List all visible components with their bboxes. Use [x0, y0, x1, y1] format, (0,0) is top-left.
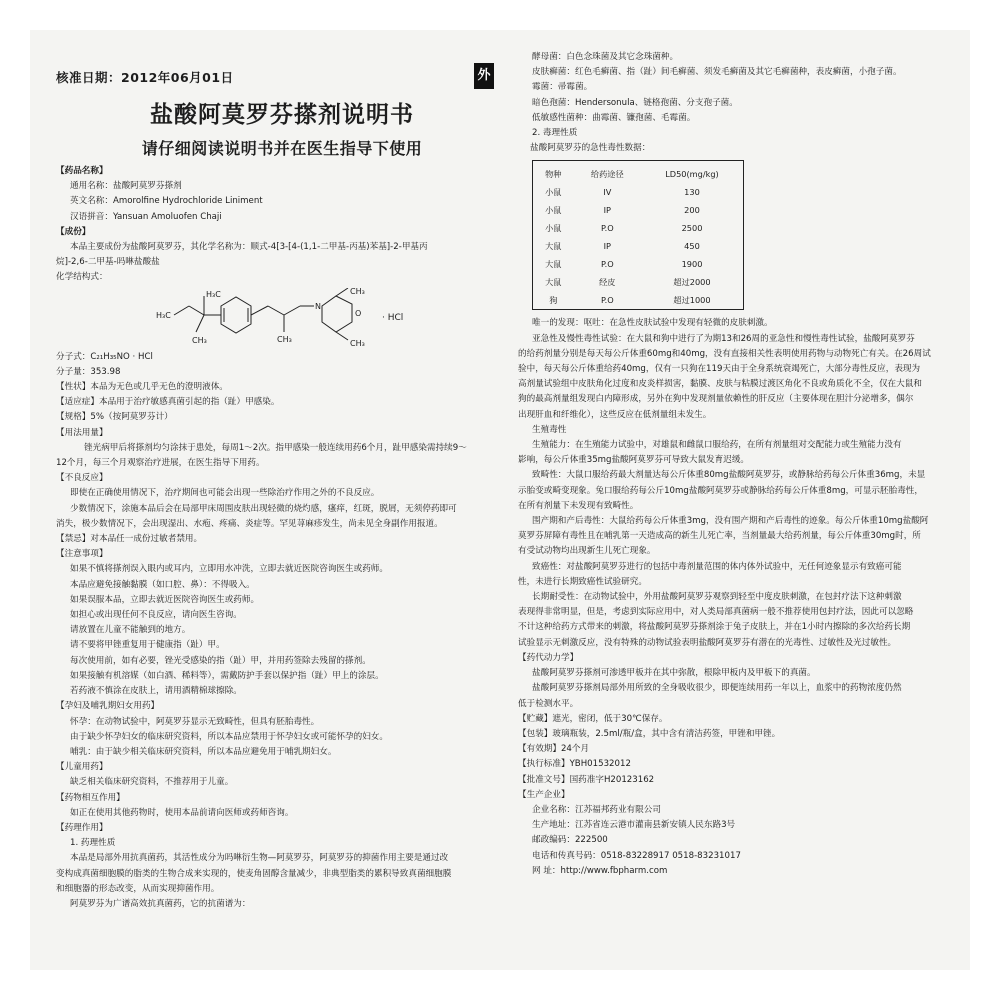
text-line: 【成份】	[56, 226, 91, 237]
text-line: 即使在正确使用情况下，治疗期间也可能会出现一些除治疗作用之外的不良反应。	[70, 488, 380, 499]
table-cell: 450	[684, 241, 700, 252]
toxicity-table-body	[533, 183, 744, 310]
right-text-block-b	[518, 316, 958, 879]
text-line: 皮肤癣菌：红色毛癣菌、指（趾）间毛癣菌、须发毛癣菌及其它毛癣菌种，表皮癣菌，小孢子菌。	[532, 67, 902, 78]
text-line: 如正在使用其他药物时，使用本品前请向医师或药师咨询。	[70, 807, 294, 818]
text-line: 烷]-2,6-二甲基-吗啉盐酸盐	[56, 257, 160, 268]
text-line: 【包装】玻璃瓶装，2.5ml/瓶/盒，其中含有清洁药签，甲锉和甲锉。	[518, 728, 781, 739]
right-body	[518, 50, 958, 879]
text-line: 验中，每天每公斤体重给药40mg，仅有一只狗在119天由于全身系统衰竭死亡，大部分毒性反应，表现为	[518, 364, 921, 375]
text-line: 【禁忌】对本品任一成份过敏者禁用。	[56, 534, 203, 545]
text-line: 狗的最高剂量组发现白内障形成，另外在狗中发现剂量依赖性的肝反应（主要体现在胆汁分泌增多，偶尔	[518, 394, 914, 405]
text-line: 【适应症】本品用于治疗敏感真菌引起的指（趾）甲感染。	[56, 397, 280, 408]
text-line: 低敏感性菌种：曲霉菌、镰孢菌、毛霉菌。	[532, 112, 696, 123]
text-line: 有受试动物均出现新生儿死亡现象。	[518, 546, 656, 557]
text-line: 哺乳：由于缺少相关临床研究资料，所以本品应避免用于哺乳期妇女。	[70, 746, 337, 757]
oxygen-atom-label: O	[355, 308, 362, 318]
text-line: 亚急性及慢性毒性试验：在大鼠和狗中进行了为期13和26周的亚急性和慢性毒性试验，盐酸阿莫罗芬	[532, 333, 915, 344]
table-cell: 小鼠	[545, 186, 562, 197]
h3c-top-label: H₃C	[206, 289, 221, 299]
text-line: 影响，每公斤体重35mg盐酸阿莫罗芬可导致大鼠发育迟缓。	[518, 455, 750, 466]
ch3-bottom-label: CH₃	[192, 335, 207, 345]
table-cell: IV	[603, 187, 612, 198]
table-cell: 小鼠	[545, 222, 562, 233]
text-line: 长期耐受性：在动物试验中，外用盐酸阿莫罗芬观察到轻至中度皮肤刺激，在包封疗法下这种刺激	[532, 592, 902, 603]
text-line: 若药液不慎涂在皮肤上，请用酒精棉球擦除。	[70, 686, 242, 697]
chemical-structure	[56, 288, 508, 346]
text-line: 表现得非常明显，但是，考虑到实际应用中，对人类局部真菌病一般不推荐使用包封疗法，因此可以忽略	[518, 607, 914, 618]
text-line: 12个月，每三个月观察治疗进展，在医生指导下用药。	[56, 458, 265, 469]
text-line: 分子量：353.98	[56, 366, 121, 377]
text-line: 【批准文号】国药准字H20123162	[518, 774, 655, 785]
text-line: 2. 毒理性质	[532, 128, 578, 139]
approval-date: 核准日期：2012年06月01日	[56, 70, 234, 85]
text-line: 【性状】本品为无色或几乎无色的澄明液体。	[56, 382, 228, 393]
text-line: 分子式：C₂₁H₃₅NO · HCl	[56, 351, 153, 362]
text-line: 高剂量试验组中皮肤角化过度和皮炎样损害，黏膜、皮肤与粘膜过渡区角化不良或角质化不全，仅在大鼠和	[518, 379, 922, 390]
text-line: 唯一的发现：呕吐：在急性皮肤试验中发现有轻微的皮肤刺激。	[532, 318, 773, 329]
text-line: 企业名称：江苏福邦药业有限公司	[532, 804, 661, 815]
text-line: 本品应避免接触黏膜（如口腔、鼻）：不得吸入。	[70, 579, 255, 590]
text-line: 变构成真菌细胞膜的脂类的生物合成来实现的，使麦角固醇含量减少，非典型脂类的累积导致真菌细胞膜	[56, 868, 452, 879]
text-line: 生殖毒性	[532, 424, 567, 435]
text-line: 英文名称：Amorolfine Hydrochloride Liniment	[70, 196, 263, 207]
text-line: 少数情况下，涂施本品后会在局部甲床周围皮肤出现轻微的烧灼感，瘙痒，红斑，脱屑，无须停药即可	[70, 503, 457, 514]
text-line: 如果不慎将搽剂误入眼内或耳内，立即用水冲洗，立即去就近医院咨询医生或药师。	[70, 564, 388, 575]
text-line: 霉菌：帚霉菌。	[532, 82, 593, 93]
text-line: 【生产企业】	[518, 789, 570, 800]
table-row	[533, 273, 744, 291]
text-line: 不计这种给药方式带来的刺激，将盐酸阿莫罗芬搽剂涂于兔子皮肤上，并在1小时内擦除的多次给药长期	[518, 622, 911, 633]
text-line: 的给药剂量分别是每天每公斤体重60mg和40mg，没有直接相关性表明使用药物与动物死亡有关。在26周试	[518, 348, 931, 359]
text-line: 请放置在儿童不能触到的地方。	[70, 625, 191, 636]
text-line: 【孕妇及哺乳期妇女用药】	[56, 701, 160, 712]
table-cell: IP	[603, 205, 611, 216]
table-cell: 狗	[549, 294, 558, 305]
text-line: 电话和传真号码：0518-83228917 0518-83231017	[532, 850, 741, 861]
table-row	[533, 183, 744, 201]
table-cell: 经皮	[599, 276, 616, 287]
table-cell: 130	[684, 187, 700, 198]
text-line: 如担心或出现任何不良反应，请向医生咨询。	[70, 610, 242, 621]
table-cell: 200	[684, 205, 700, 216]
table-row	[533, 201, 744, 219]
text-line: 试验显示无刺激反应，没有特殊的动物试验表明盐酸阿莫罗芬有潜在的光毒性、过敏性及光过敏性。	[518, 637, 897, 648]
table-cell: P.O	[600, 223, 614, 234]
text-line: 【药代动力学】	[518, 652, 579, 663]
text-line: 【药物相互作用】	[56, 792, 125, 803]
text-line: 锉光病甲后将搽剂均匀涂抹于患处，每周1～2次。指甲感染一般连续用药6个月，趾甲感染需持续9～	[84, 442, 467, 453]
text-line: 汉语拼音：Yansuan Amoluofen Chaji	[70, 211, 222, 222]
table-cell: P.O	[600, 259, 614, 270]
text-line: 示胎变或畸变现象。兔口服给药每公斤10mg盐酸阿莫罗芬或静脉给药每公斤体重8mg，可显示胚胎毒性，	[518, 485, 923, 496]
h3c-left-label: H₃C	[156, 310, 171, 320]
left-text-block-a	[56, 164, 508, 286]
text-line: 如果误服本品，立即去就近医院咨询医生或药师。	[70, 594, 260, 605]
text-line: 由于缺少怀孕妇女的临床研究资料，所以本品应禁用于怀孕妇女或可能怀孕的妇女。	[70, 731, 388, 742]
text-line: 在所有剂量下未发现有致畸性。	[518, 500, 639, 511]
table-cell: 2500	[681, 223, 703, 234]
text-line: 暗色孢菌：Hendersonula、链格孢菌、分支孢子菌。	[532, 97, 738, 108]
ch3-mid-label: CH₃	[277, 334, 292, 344]
text-line: 【有效期】24个月	[518, 744, 590, 755]
text-line: 围产期和产后毒性：大鼠给药每公斤体重3mg，没有围产期和产后毒性的迹象。每公斤体重10mg盐酸阿	[532, 516, 929, 527]
text-line: 【不良反应】	[56, 473, 108, 484]
text-line: 如果接触有机溶媒（如白酒、稀料等），需戴防护手套以保护指（趾）甲上的涂层。	[70, 670, 384, 681]
text-line: 【儿童用药】	[56, 762, 108, 773]
toxicity-header-species: 物种	[545, 168, 562, 179]
ch3-ring-top-label: CH₃	[350, 287, 365, 296]
text-line: 本品是局部外用抗真菌药，其活性成分为吗啉衍生物—阿莫罗芬，阿莫罗芬的抑菌作用主要是通过改	[70, 853, 449, 864]
hcl-label: · HCl	[382, 312, 404, 323]
right-text-block-a	[518, 50, 958, 141]
text-line: 【药理作用】	[56, 822, 108, 833]
chemical-structure-diagram	[56, 288, 508, 346]
text-line: 盐酸阿莫罗芬搽剂可渗透甲板并在其中弥散，根除甲板内及甲板下的真菌。	[532, 668, 816, 679]
right-column	[518, 30, 958, 970]
table-cell: P.O	[600, 295, 614, 306]
text-line: 和细胞器的形态改变，从而实现抑菌作用。	[56, 883, 220, 894]
text-line: 通用名称：盐酸阿莫罗芬搽剂	[70, 181, 182, 192]
acute-toxicity-table	[532, 160, 744, 310]
text-line: 1. 药理性质	[70, 838, 116, 849]
table-cell: IP	[603, 241, 611, 252]
text-line: 盐酸阿莫罗芬搽剂局部外用所致的全身吸收很少，即便连续用药一年以上，血浆中的药物浓度仍然	[532, 683, 902, 694]
text-line: 邮政编码：222500	[532, 835, 608, 846]
text-line: 化学结构式：	[56, 272, 108, 283]
toxicity-header-ld50: LD50(mg/kg)	[665, 169, 719, 180]
text-line: 出现肝血和纤维化），这些反应在低剂量组未发生。	[518, 409, 712, 420]
table-cell: 大鼠	[545, 240, 562, 251]
table-row	[533, 255, 744, 273]
text-line: 致畸性：大鼠口服给药最大剂量达每公斤体重80mg盐酸阿莫罗芬，或静脉给药每公斤体重36mg，未显	[532, 470, 926, 481]
text-line: 酵母菌：白色念珠菌及其它念珠菌种。	[532, 52, 679, 62]
text-line: 性，未进行长期致癌性试验研究。	[518, 576, 647, 587]
table-cell: 超过2000	[673, 276, 711, 287]
text-line: 请不要将甲锉重复用于健康指（趾）甲。	[70, 640, 225, 651]
text-line: 缺乏相关临床研究资料，不推荐用于儿童。	[70, 777, 234, 788]
text-line: 【贮藏】遮光，密闭，低于30℃保存。	[518, 713, 668, 724]
table-cell: 1900	[681, 259, 703, 270]
table-cell: 大鼠	[545, 276, 562, 287]
left-text-block-b	[56, 350, 508, 913]
left-body	[56, 164, 508, 912]
text-line: 网 址：http://www.fbpharm.com	[532, 865, 668, 876]
leaflet-sheet	[30, 30, 970, 970]
text-line: 【药品名称】	[56, 166, 108, 176]
text-line: 生殖能力：在生殖能力试验中，对雄鼠和雌鼠口服给药，在所有剂量组对交配能力或生殖能力没有	[532, 440, 902, 451]
text-line: 怀孕：在动物试验中，阿莫罗芬显示无致畸性，但具有胚胎毒性。	[70, 716, 320, 727]
document-subtitle: 请仔细阅读说明书并在医生指导下使用	[141, 139, 423, 158]
table-row	[533, 291, 744, 310]
toxicity-intro: 盐酸阿莫罗芬的急性毒性数据：	[530, 143, 651, 154]
text-line: 每次使用前，如有必要，锉光受感染的指（趾）甲，并用药签除去残留的搽剂。	[70, 655, 371, 666]
left-column	[56, 30, 508, 970]
text-line: 生产地址：江苏省连云港市灌南县新安镇人民东路3号	[532, 820, 736, 831]
nitrogen-atom-label: N	[315, 301, 321, 311]
text-line: 【执行标准】YBH01532012	[518, 759, 631, 770]
document-title: 盐酸阿莫罗芬搽剂说明书	[150, 102, 414, 128]
table-cell: 超过1000	[673, 294, 711, 305]
text-line: 【注意事项】	[56, 549, 108, 560]
table-row	[533, 219, 744, 237]
table-row	[533, 237, 744, 255]
external-use-badge: 外	[474, 63, 494, 89]
text-line: 【规格】5%（按阿莫罗芬计）	[56, 412, 173, 423]
text-line: 消失，极少数情况下，会出现湿出、水疱、疼痛、炎症等。罕见荨麻疹发生，尚未见全身副作用报道。	[56, 518, 443, 529]
text-line: 本品主要成份为盐酸阿莫罗芬，其化学名称为：顺式-4[3-[4-(1,1-二甲基-丙基)苯基]-2-甲基丙	[70, 242, 428, 253]
text-line: 低于检测水平。	[518, 698, 579, 709]
toxicity-header-route: 给药途径	[590, 168, 624, 179]
table-cell: 大鼠	[545, 258, 562, 269]
text-line: 莫罗芬屏障有毒性且在哺乳第一天造成高的新生儿死亡率，当剂量最大给药剂量，每公斤体重30mg时，所	[518, 531, 921, 542]
text-line: 【用法用量】	[56, 427, 108, 438]
toxicity-table-header-row	[533, 161, 744, 184]
text-line: 致癌性：对盐酸阿莫罗芬进行的包括中毒剂量范围的体内体外试验中，无任何迹象显示有致癌可能	[532, 561, 902, 572]
ch3-ring-bottom-label: CH₃	[350, 338, 365, 346]
text-line: 阿莫罗芬为广谱高效抗真菌药，它的抗菌谱为：	[70, 898, 251, 909]
table-cell: 小鼠	[545, 204, 562, 215]
